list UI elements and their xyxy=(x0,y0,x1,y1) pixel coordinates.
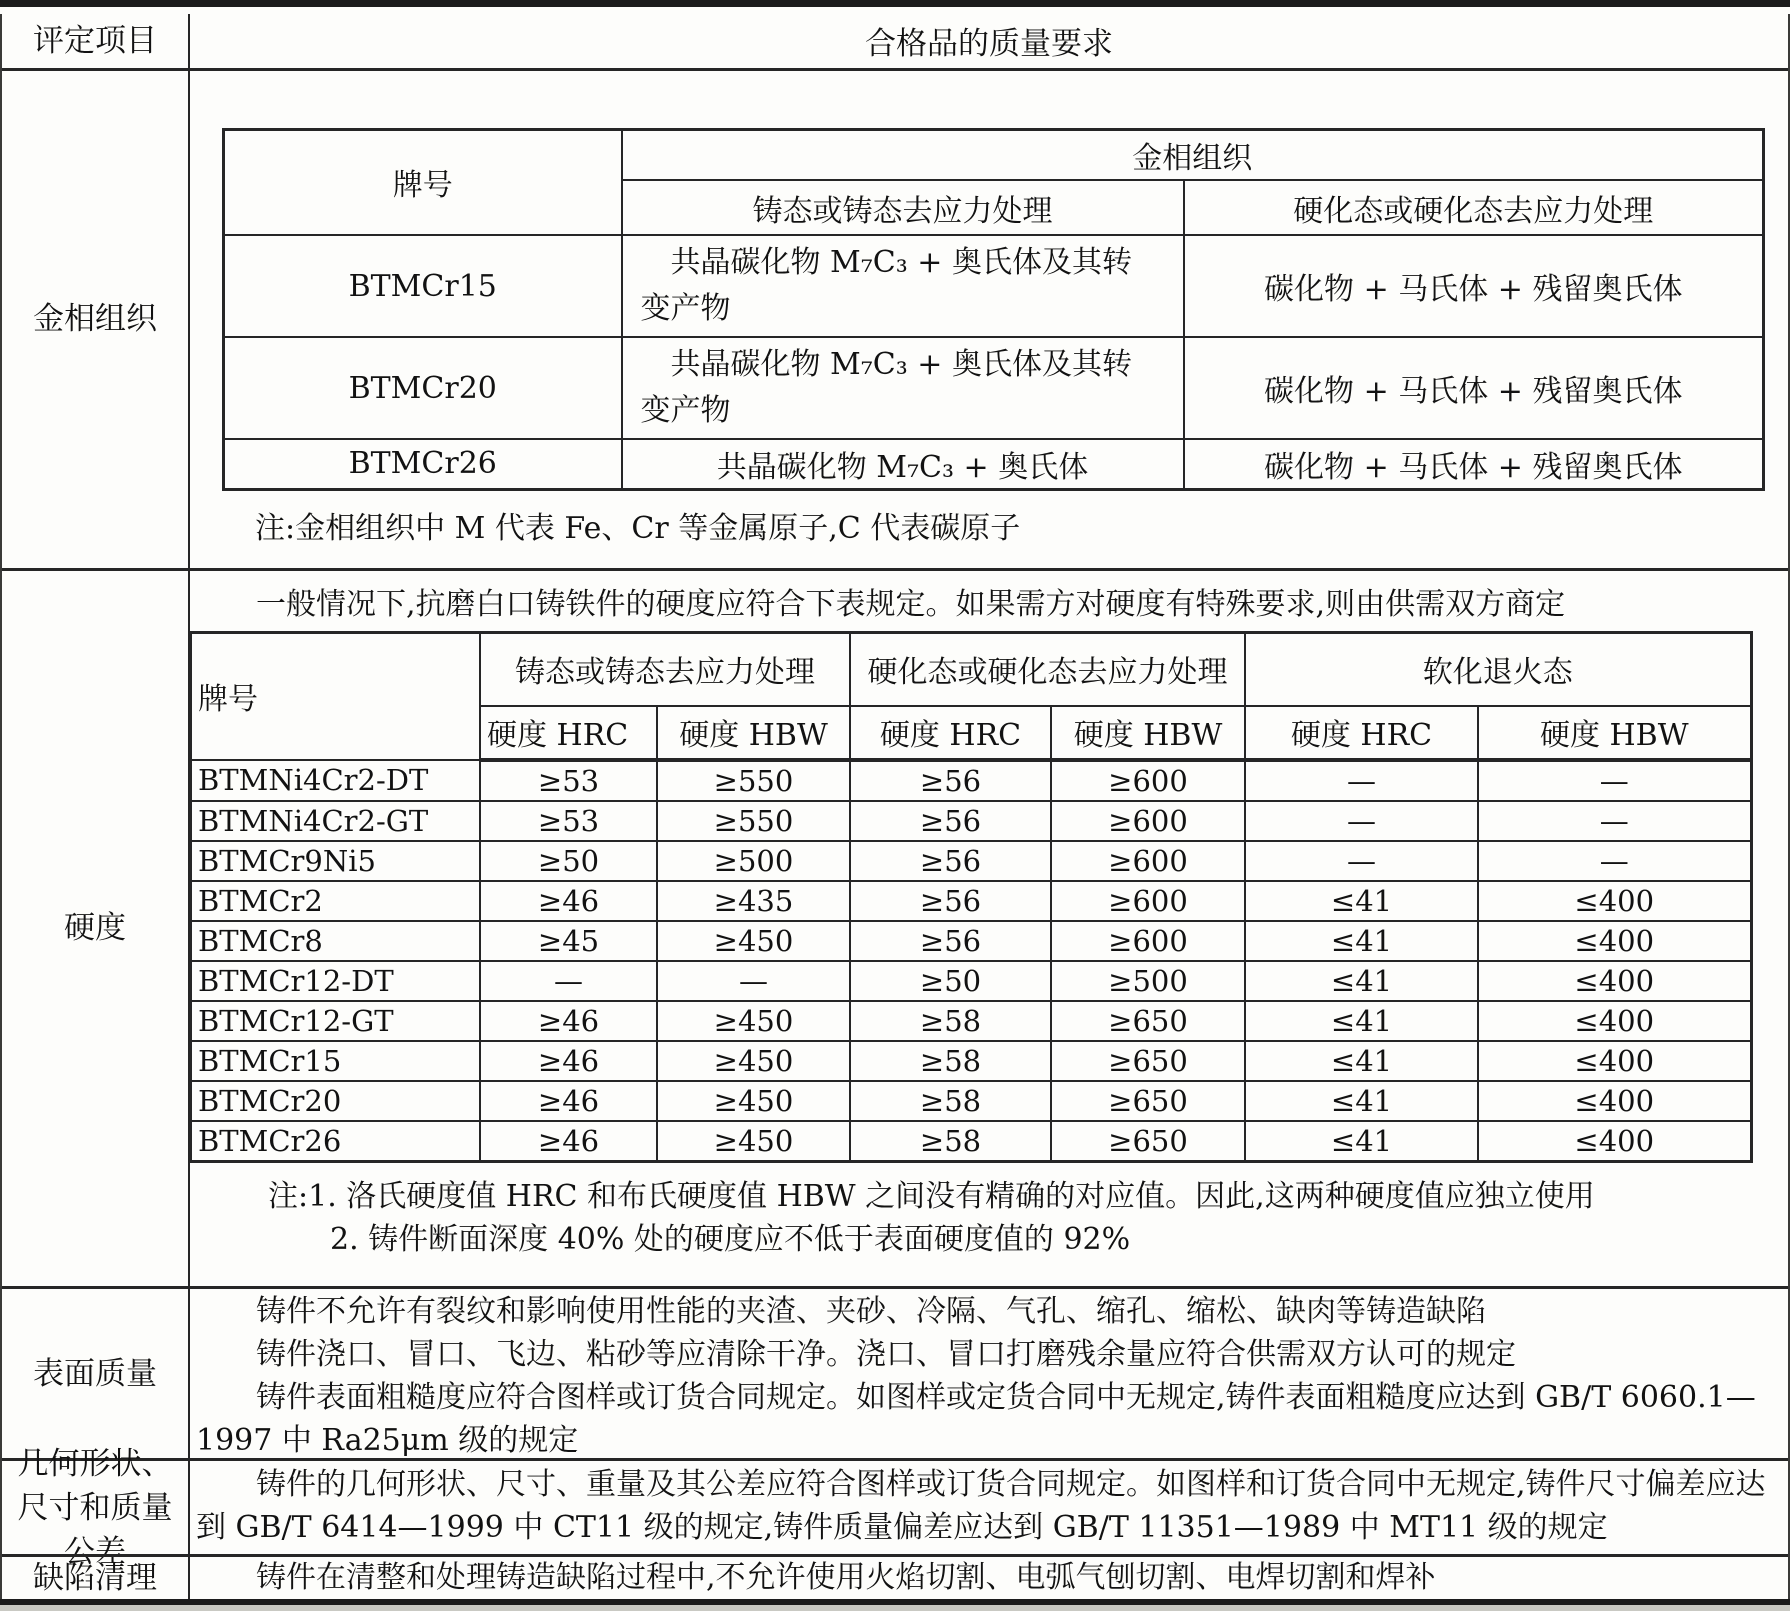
surface-quality-text: 铸件表面粗糙度应符合图样或订货合同规定。如图样或定货合同中无规定,铸件表面粗糙度应达到 GB/T 6060.1—1997 中 Ra25μm 级的规定 xyxy=(196,1380,1756,1458)
hardness-group-header-row xyxy=(191,632,1751,706)
value-cell: ≥56 xyxy=(850,881,1051,921)
value-cell: ≥58 xyxy=(850,1041,1051,1081)
value-cell: ≤41 xyxy=(1245,1001,1478,1041)
hardness-table-body xyxy=(191,760,1751,1162)
hardened-structure-cell: 碳化物 + 马氏体 + 残留奥氏体 xyxy=(1184,235,1764,337)
value-cell: ≥450 xyxy=(657,1001,850,1041)
as-cast-structure-cell: 共晶碳化物 M₇C₃ + 奥氏体及其转变产物 xyxy=(622,235,1184,337)
value-cell: ≥550 xyxy=(657,760,850,801)
value-cell: ≤400 xyxy=(1478,1081,1751,1121)
value-cell: ≥650 xyxy=(1051,1001,1245,1041)
group-header-hardened: 硬化态或硬化态去应力处理 xyxy=(850,632,1245,706)
value-cell: — xyxy=(480,961,657,1001)
brand-cell: BTMCr15 xyxy=(191,1041,480,1081)
value-cell: ≤41 xyxy=(1245,1121,1478,1162)
value-cell: ≥450 xyxy=(657,921,850,961)
brand-cell: BTMCr12-DT xyxy=(191,961,480,1001)
value-cell: ≤41 xyxy=(1245,1041,1478,1081)
value-cell: ≥46 xyxy=(480,1001,657,1041)
as-cast-structure-cell: 共晶碳化物 M₇C₃ + 奥氏体及其转变产物 xyxy=(622,337,1184,439)
row-hardness xyxy=(2,568,1788,1286)
brand-cell: BTMCr8 xyxy=(191,921,480,961)
header-requirement-text: 合格品的质量要求 xyxy=(865,26,1113,63)
value-cell: ≥56 xyxy=(850,760,1051,801)
scan-edge-artifact xyxy=(0,1605,1790,1611)
defect-cleaning-content xyxy=(190,1557,1788,1599)
hardness-note-1: 注:1. 洛氏硬度值 HRC 和布氏硬度值 HBW 之间没有精确的对应值。因此,这两种硬度值应独立使用 xyxy=(268,1178,1595,1214)
brand-cell: BTMCr2 xyxy=(191,881,480,921)
value-cell: ≥650 xyxy=(1051,1081,1245,1121)
value-cell: ≥45 xyxy=(480,921,657,961)
value-cell: ≤400 xyxy=(1478,961,1751,1001)
table-row xyxy=(224,439,1764,489)
value-cell: ≥50 xyxy=(480,841,657,881)
brand-cell: BTMCr9Ni5 xyxy=(191,841,480,881)
table-row xyxy=(191,1121,1751,1162)
table-row xyxy=(191,961,1751,1001)
table-row xyxy=(224,337,1764,439)
value-cell: ≥58 xyxy=(850,1081,1051,1121)
geometry-content xyxy=(190,1461,1788,1554)
table-header-row xyxy=(2,14,1788,68)
row-defect-cleaning xyxy=(2,1554,1788,1599)
value-cell: ≥500 xyxy=(657,841,850,881)
value-cell: ≤400 xyxy=(1478,1121,1751,1162)
value-cell: ≤41 xyxy=(1245,921,1478,961)
value-cell: ≥500 xyxy=(1051,961,1245,1001)
metallography-header-row xyxy=(224,129,1764,180)
table-row xyxy=(191,1001,1751,1041)
col-header-hardened: 硬化态或硬化态去应力处理 xyxy=(1184,180,1764,235)
brand-cell: BTMNi4Cr2-DT xyxy=(191,760,480,801)
value-cell: ≥600 xyxy=(1051,921,1245,961)
value-cell: ≤41 xyxy=(1245,881,1478,921)
brand-cell: BTMNi4Cr2-GT xyxy=(191,801,480,841)
value-cell: ≥50 xyxy=(850,961,1051,1001)
value-cell: ≥46 xyxy=(480,1081,657,1121)
value-cell: ≤41 xyxy=(1245,1081,1478,1121)
value-cell: ≥450 xyxy=(657,1121,850,1162)
value-cell: ≥600 xyxy=(1051,801,1245,841)
brand-header-cell: 牌号 xyxy=(191,632,480,760)
value-cell: — xyxy=(1245,760,1478,801)
section-label-surface-quality: 表面质量 xyxy=(2,1289,190,1458)
value-cell: — xyxy=(1478,801,1751,841)
value-cell: ≥53 xyxy=(480,801,657,841)
value-cell: ≥600 xyxy=(1051,881,1245,921)
subheader-hbw: 硬度 HBW xyxy=(1051,706,1245,760)
brand-cell: BTMCr12-GT xyxy=(191,1001,480,1041)
metallography-table xyxy=(222,128,1765,491)
hardened-structure-cell: 碳化物 + 马氏体 + 残留奥氏体 xyxy=(1184,337,1764,439)
value-cell: ≤400 xyxy=(1478,881,1751,921)
hardness-table xyxy=(190,631,1753,1163)
row-metallography xyxy=(2,68,1788,568)
value-cell: ≤41 xyxy=(1245,961,1478,1001)
table-row xyxy=(191,921,1751,961)
value-cell: ≥58 xyxy=(850,1121,1051,1162)
value-cell: ≥600 xyxy=(1051,841,1245,881)
table-row xyxy=(191,1041,1751,1081)
value-cell: ≥56 xyxy=(850,841,1051,881)
brand-cell: BTMCr15 xyxy=(224,235,622,337)
value-cell: ≥56 xyxy=(850,801,1051,841)
value-cell: ≥435 xyxy=(657,881,850,921)
table-row xyxy=(191,760,1751,801)
value-cell: ≥46 xyxy=(480,881,657,921)
value-cell: ≥53 xyxy=(480,760,657,801)
value-cell: — xyxy=(1245,801,1478,841)
brand-cell: BTMCr26 xyxy=(191,1121,480,1162)
hardness-intro-text: 一般情况下,抗磨白口铸铁件的硬度应符合下表规定。如果需方对硬度有特殊要求,则由供需双方商定 xyxy=(256,586,1566,622)
group-header-as-cast: 铸态或铸态去应力处理 xyxy=(480,632,850,706)
value-cell: ≥46 xyxy=(480,1041,657,1081)
hardness-note-2: 2. 铸件断面深度 40% 处的硬度应不低于表面硬度值的 92% xyxy=(330,1221,1131,1257)
value-cell: — xyxy=(1245,841,1478,881)
value-cell: ≥56 xyxy=(850,921,1051,961)
value-cell: ≥650 xyxy=(1051,1041,1245,1081)
table-row xyxy=(191,841,1751,881)
value-cell: ≥46 xyxy=(480,1121,657,1162)
section-label-geometry: 几何形状、尺寸和质量公差 xyxy=(2,1461,190,1554)
brand-cell: BTMCr20 xyxy=(191,1081,480,1121)
metallography-content xyxy=(190,71,1788,568)
value-cell: ≥600 xyxy=(1051,760,1245,801)
value-cell: ≥58 xyxy=(850,1001,1051,1041)
subheader-hbw: 硬度 HBW xyxy=(657,706,850,760)
table-row xyxy=(224,235,1764,337)
section-label-defect-cleaning: 缺陷清理 xyxy=(2,1557,190,1599)
group-header-cell: 金相组织 xyxy=(622,129,1764,180)
row-geometry-tolerance xyxy=(2,1445,1788,1570)
value-cell: ≤400 xyxy=(1478,1001,1751,1041)
header-criteria-text: 评定项目 xyxy=(33,22,157,59)
group-header-annealed: 软化退火态 xyxy=(1245,632,1751,706)
subheader-hrc: 硬度 HRC xyxy=(1245,706,1478,760)
brand-header-cell: 牌号 xyxy=(224,129,622,235)
surface-quality-text: 铸件不允许有裂纹和影响使用性能的夹渣、夹砂、冷隔、气孔、缩孔、缩松、缺肉等铸造缺陷 xyxy=(256,1294,1486,1329)
table-frame xyxy=(0,14,1790,1599)
col-header-as-cast: 铸态或铸态去应力处理 xyxy=(622,180,1184,235)
value-cell: ≥650 xyxy=(1051,1121,1245,1162)
hardness-content xyxy=(190,571,1788,1286)
header-requirement-cell xyxy=(190,14,1788,68)
header-criteria-cell xyxy=(2,14,190,68)
section-label-metallography: 金相组织 xyxy=(2,71,190,568)
value-cell: — xyxy=(1478,760,1751,801)
subheader-hrc: 硬度 HRC xyxy=(480,706,657,760)
defect-cleaning-text: 铸件在清整和处理铸造缺陷过程中,不允许使用火焰切割、电弧气刨切割、电焊切割和焊补 xyxy=(256,1560,1436,1595)
surface-quality-text: 铸件浇口、冒口、飞边、粘砂等应清除干净。浇口、冒口打磨残余量应符合供需双方认可的规定 xyxy=(256,1337,1516,1372)
table-row xyxy=(191,881,1751,921)
row-surface-quality xyxy=(2,1286,1788,1458)
section-label-hardness: 硬度 xyxy=(2,571,190,1286)
value-cell: ≥450 xyxy=(657,1041,850,1081)
value-cell: ≤400 xyxy=(1478,1041,1751,1081)
value-cell: ≥450 xyxy=(657,1081,850,1121)
as-cast-structure-cell: 共晶碳化物 M₇C₃ + 奥氏体 xyxy=(622,439,1184,489)
geometry-text: 铸件的几何形状、尺寸、重量及其公差应符合图样或订货合同规定。如图样和订货合同中无规定,铸件尺寸偏差应达到 GB/T 6414—1999 中 CT11 级的规定,铸件质量偏差应达到 GB/T 11351—1989 中 MT11 级的规定 xyxy=(196,1467,1766,1545)
value-cell: — xyxy=(1478,841,1751,881)
brand-cell: BTMCr26 xyxy=(224,439,622,489)
value-cell: ≤400 xyxy=(1478,921,1751,961)
brand-cell: BTMCr20 xyxy=(224,337,622,439)
surface-quality-content xyxy=(190,1289,1788,1458)
table-row xyxy=(191,801,1751,841)
subheader-hbw: 硬度 HBW xyxy=(1478,706,1751,760)
hardened-structure-cell: 碳化物 + 马氏体 + 残留奥氏体 xyxy=(1184,439,1764,489)
table-row xyxy=(191,1081,1751,1121)
value-cell: ≥550 xyxy=(657,801,850,841)
metallography-note: 注:金相组织中 M 代表 Fe、Cr 等金属原子,C 代表碳原子 xyxy=(255,510,1021,546)
subheader-hrc: 硬度 HRC xyxy=(850,706,1051,760)
value-cell: — xyxy=(657,961,850,1001)
